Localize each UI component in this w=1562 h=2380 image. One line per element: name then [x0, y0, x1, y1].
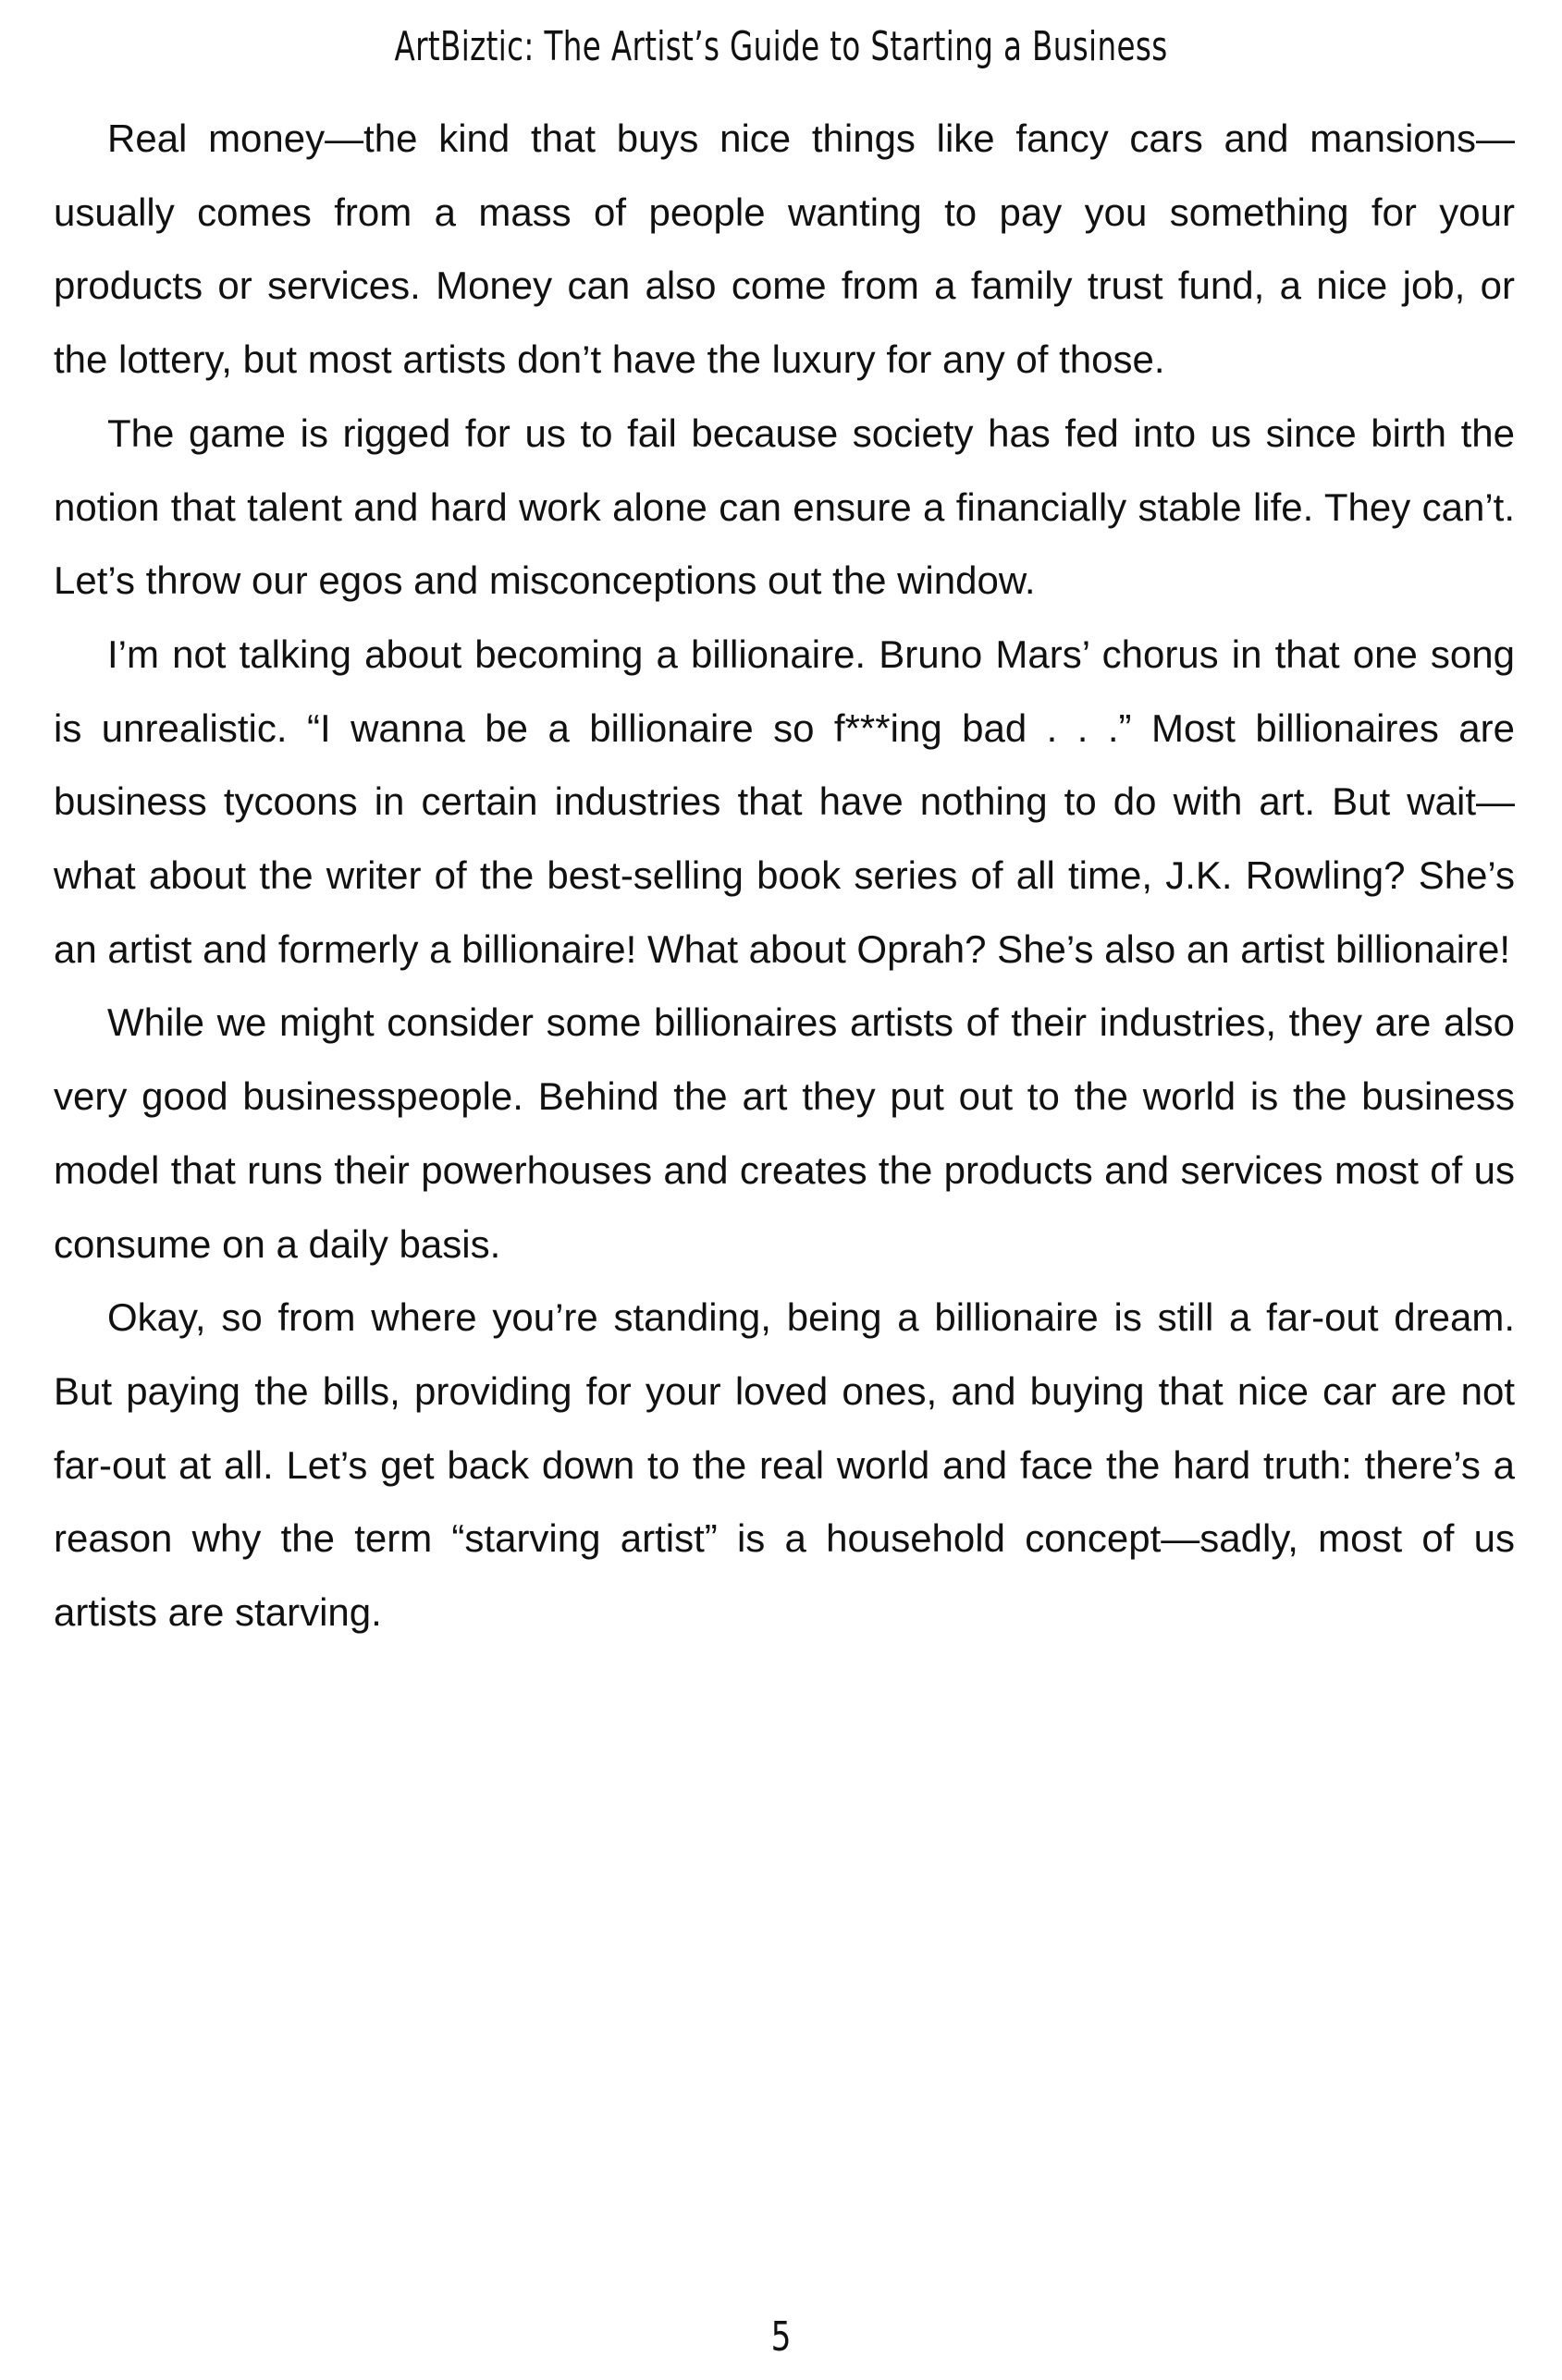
paragraph-5: Okay, so from where you’re standing, being a billionaire is still a far-out dream. But paying the bills, providing for your loved ones, and buying that nice car are not far-out at all. Let’s get back down to the real world and face the hard truth: there’s a reason why the term “starving artist” is a household concept—sadly, most of us artists are starving. — [54, 1295, 1515, 1635]
paragraph-4: While we might consider some billionaires artists of their industries, they are also very good businesspeople. Behind the art they put out to the world is the business model that runs their powerhouses and creates the products and services most of us consume on a daily basis. — [54, 1000, 1515, 1266]
paragraph-2: The game is rigged for us to fail because society has fed into us since birth the notion that talent and hard work alone can ensure a financially stable life. They can’t. Let’s throw our egos and misconceptions out the window. — [54, 411, 1515, 603]
running-header-title: ArtBiztic: The Artist’s Guide to Starting a Business — [394, 23, 1168, 70]
paragraph-3: I’m not talking about becoming a billionaire. Bruno Mars’ chorus in that one song is unrealistic. “I wanna be a billionaire so f***ing bad . . .” Most billionaires are business tycoons in certain industries that have nothing to do with art. But wait—what about the writer of the best-selling book series of all time, J.K. Rowling? She’s an artist and formerly a billionaire! What about Oprah? She’s also an artist billionaire! — [54, 632, 1515, 971]
page-number: 5 — [770, 2313, 792, 2361]
paragraph-1: Real money—the kind that buys nice things like fancy cars and mansions—usually comes from a mass of people wanting to pay you something for your products or services. Money can also come from a family trust fund, a nice job, or the lottery, but most artists don’t have the luxury for any of those. — [54, 117, 1515, 382]
body-text — [54, 102, 1515, 1650]
